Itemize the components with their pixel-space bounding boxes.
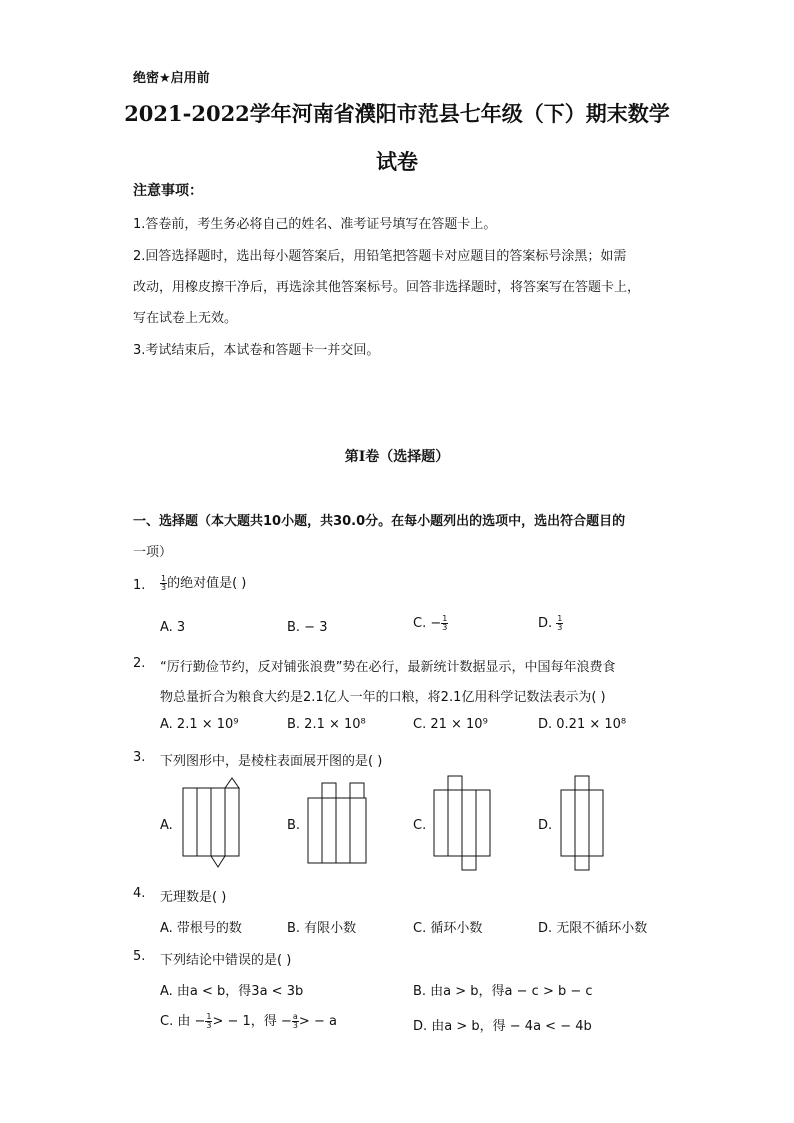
q5-number: 5.: [133, 949, 146, 964]
q4-stem: 无理数是( ): [160, 890, 227, 905]
q2-stem-line2: 物总量折合为粮食大约是2.1亿人一年的口粮，将2.1亿用科学记数法表示为( ): [160, 690, 606, 705]
q1-option-c: C. − $\frac{1}{3}$: [413, 614, 448, 632]
q3-option-c-label: C.: [413, 818, 427, 833]
q5-option-c: C. 由 − $\frac{1}{3}$ > − 1，得 − $\frac{a}{3}$ > − a: [160, 1012, 337, 1030]
section-intro-line1: 一、选择题（本大题共10小题，共30.0分。在每小题列出的选项中，选出符合题目的: [133, 514, 626, 529]
q5-option-a: A. 由a < b，得3a < 3b: [160, 984, 304, 999]
confidential-label: 绝密★启用前: [133, 71, 210, 86]
q4-option-c: C. 循环小数: [413, 921, 483, 936]
q5-stem: 下列结论中错误的是( ): [160, 953, 292, 968]
q4-number: 4.: [133, 886, 146, 901]
q2-option-a: A. 2.1 × 10⁹: [160, 717, 239, 732]
q4-option-b: B. 有限小数: [287, 921, 357, 936]
q1-option-a: A. 3: [160, 620, 186, 635]
exam-title: 2021-2022学年河南省濮阳市范县七年级（下）期末数学: [124, 101, 670, 126]
q2-option-d: D. 0.21 × 10⁸: [538, 717, 627, 732]
notice-item-1: 1.答卷前，考生务必将自己的姓名、准考证号填写在答题卡上。: [133, 217, 497, 232]
q3-stem: 下列图形中，是棱柱表面展开图的是( ): [160, 754, 383, 769]
notice-item-3: 3.考试结束后，本试卷和答题卡一并交回。: [133, 343, 380, 358]
q1-fraction: $\frac{1}{3}$: [161, 574, 167, 592]
section-intro-line2: 一项）: [133, 545, 173, 560]
q3-figure-c: [430, 774, 496, 874]
q1-option-b: B. − 3: [287, 620, 328, 635]
q3-figure-b: [305, 780, 371, 866]
q3-option-a-label: A.: [160, 818, 173, 833]
q4-option-a: A. 带根号的数: [160, 921, 242, 936]
q5-option-d: D. 由a > b，得 − 4a < − 4b: [413, 1019, 592, 1034]
section-title: 第Ⅰ卷（选择题）: [344, 449, 450, 465]
q3-figure-a: [178, 776, 242, 870]
q2-stem-line1: “厉行勤俭节约，反对铺张浪费”势在必行，最新统计数据显示，中国每年浪费食: [160, 660, 616, 675]
q1-stem: $\frac{1}{3}$ 的绝对值是( ): [161, 574, 247, 592]
q1-number: 1.: [133, 578, 146, 593]
q3-number: 3.: [133, 750, 146, 765]
q3-option-b-label: B.: [287, 818, 301, 833]
q2-number: 2.: [133, 656, 146, 671]
notice-heading: 注意事项：: [133, 183, 203, 199]
q4-option-d: D. 无限不循环小数: [538, 921, 648, 936]
notice-item-2-line3: 写在试卷上无效。: [133, 311, 238, 326]
q3-figure-d: [557, 774, 609, 874]
q3-option-d-label: D.: [538, 818, 553, 833]
q1-option-d: D. $\frac{1}{3}$: [538, 614, 563, 632]
notice-item-2-line1: 2.回答选择题时，选出每小题答案后，用铅笔把答题卡对应题目的答案标号涂黑；如需: [133, 249, 627, 264]
notice-item-2-line2: 改动，用橡皮擦干净后，再选涂其他答案标号。回答非选择题时，将答案写在答题卡上，: [133, 280, 641, 295]
q2-option-b: B. 2.1 × 10⁸: [287, 717, 366, 732]
q2-option-c: C. 21 × 10⁹: [413, 717, 488, 732]
q5-option-b: B. 由a > b，得a − c > b − c: [413, 984, 593, 999]
exam-title-line2: 试卷: [376, 149, 418, 174]
